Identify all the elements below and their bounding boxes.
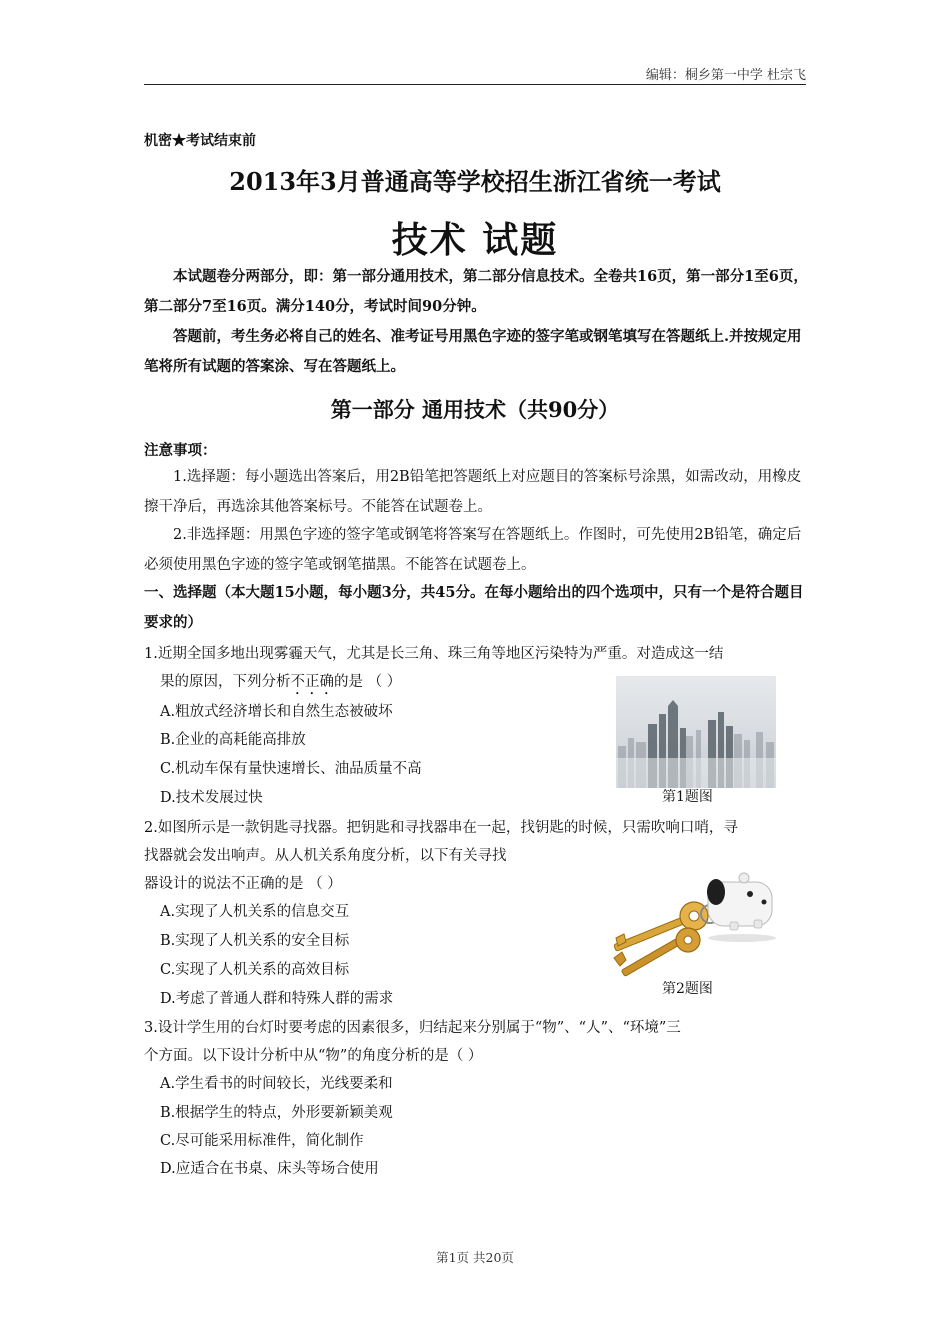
q2-stem-line-3: 器设计的说法不正确的是 （ ）	[144, 876, 342, 892]
confidential-label: 机密★考试结束前	[144, 133, 256, 149]
q2-option-c: C.实现了人机关系的高效目标	[160, 962, 350, 978]
q1-stem-line-2	[160, 670, 401, 698]
intro-paragraph-2: 答题前，考生务必将自己的姓名、准考证号用黑色字迹的签字笔或钢笔填写在答题纸上.并按规定用笔将所有试题的答案涂、写在答题纸上。	[144, 328, 802, 375]
exam-title: 2013年3月普通高等学校招生浙江省统一考试	[229, 167, 721, 196]
q3-option-b: B.根据学生的特点，外形要新颖美观	[160, 1105, 393, 1121]
q2-option-d: D.考虑了普通人群和特殊人群的需求	[160, 991, 394, 1007]
q1-option-d: D.技术发展过快	[160, 790, 263, 806]
q1-figure-caption: 第1题图	[662, 789, 713, 805]
q1-option-b: B.企业的高耗能高排放	[160, 732, 306, 748]
q1-figure-smog-city	[616, 676, 776, 788]
header-rule	[144, 84, 806, 85]
q3-option-a: A.学生看书的时间较长，光线要柔和	[160, 1076, 393, 1092]
q1-stem-line-1: 1.近期全国多地出现雾霾天气，尤其是长三角、珠三角等地区污染特为严重。对造成这一结	[144, 646, 724, 662]
q3-option-c: C.尽可能采用标准件，简化制作	[160, 1133, 364, 1149]
q1-stem-text: 果的原因，下列分析	[160, 674, 291, 690]
notice-item-2: 2.非选择题：用黑色字迹的签字笔或钢笔将答案写在答题纸上。作图时，可先使用2B铅笔，确定后必须使用黑色字迹的签字笔或钢笔描黑。不能答在试题卷上。	[144, 527, 802, 573]
section1-heading: 一、选择题（本大题15小题，每小题3分，共45分。在每小题给出的四个选项中，只有一个是符合题目要求的）	[144, 584, 804, 631]
q1-option-c: C.机动车保有量快速增长、油品质量不高	[160, 761, 422, 777]
notice-item-1: 1.选择题：每小题选出答案后，用2B铅笔把答题纸上对应题目的答案标号涂黑，如需改动，用橡皮擦干净后，再选涂其他答案标号。不能答在试题卷上。	[144, 469, 802, 515]
page-footer: 第1页 共20页	[436, 1250, 514, 1265]
notice-heading: 注意事项：	[144, 442, 217, 459]
q2-option-b: B.实现了人机关系的安全目标	[160, 933, 350, 949]
q1-option-a: A.粗放式经济增长和自然生态被破坏	[160, 704, 393, 720]
q2-figure-caption: 第2题图	[662, 981, 713, 997]
q2-figure-key-finder	[604, 856, 780, 982]
part1-title: 第一部分 通用技术（共90分）	[330, 397, 620, 422]
key-finder-image	[604, 856, 780, 982]
q2-option-a: A.实现了人机关系的信息交互	[160, 904, 350, 920]
q1-stem-tail: 的是 （ ）	[334, 674, 402, 690]
smog-city-image	[616, 676, 776, 788]
q3-option-d: D.应适合在书桌、床头等场合使用	[160, 1161, 379, 1177]
q3-stem-line-2: 个方面。以下设计分析中从“物”的角度分析的是（ ）	[144, 1048, 483, 1064]
q1-emphasis-text: 不正确	[290, 674, 334, 690]
intro-paragraph-1: 本试题卷分两部分，即：第一部分通用技术，第二部分信息技术。全卷共16页，第一部分1至6页，第二部分7至16页。满分140分，考试时间90分钟。	[144, 268, 808, 315]
header-editor: 编辑：桐乡第一中学 杜宗飞	[645, 68, 806, 83]
q3-stem-line-1: 3.设计学生用的台灯时要考虑的因素很多，归结起来分别属于“物”、“人”、“环境”三	[144, 1020, 681, 1036]
q2-stem-line-1: 2.如图所示是一款钥匙寻找器。把钥匙和寻找器串在一起，找钥匙的时候，只需吹响口哨，寻	[144, 820, 738, 836]
subject-title: 技术 试题	[391, 219, 559, 261]
q2-stem-line-2: 找器就会发出响声。从人机关系角度分析，以下有关寻找	[144, 848, 507, 864]
